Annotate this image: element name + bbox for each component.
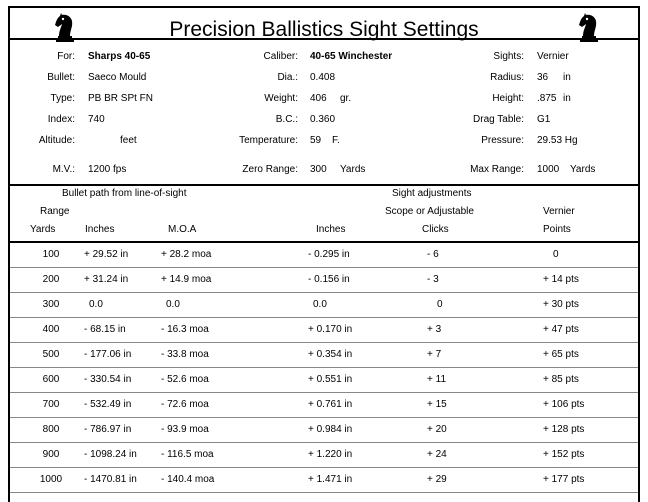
row-divider [10,492,638,493]
yards-cell: 1000 [39,474,63,485]
clicks-cell: - 3 [427,274,439,285]
drag-table-value: G1 [537,114,551,125]
table-row [10,468,638,493]
inches-cell: - 532.49 in [84,399,132,410]
sights-label: Sights: [493,51,524,62]
adj-cell: + 0.170 in [308,324,353,335]
moa-cell: - 33.8 moa [161,349,209,360]
scope-header: Scope or Adjustable [385,206,474,217]
moa-cell: + 28.2 moa [161,249,212,260]
table-row [10,318,638,343]
table-row [10,293,638,318]
altitude-value: feet [120,135,137,146]
clicks-cell: - 6 [427,249,439,260]
radius-label: Radius: [490,72,524,83]
moa-cell: - 116.5 moa [161,449,214,460]
report-frame [8,6,640,502]
yards-cell: 200 [42,274,60,285]
points-header: Points [543,224,571,235]
height-label: Height: [492,93,524,104]
moa-cell: - 140.4 moa [161,474,215,485]
altitude-label: Altitude: [38,135,75,146]
points-cell: 0 [553,249,559,260]
clicks-cell: + 29 [427,474,447,485]
dia-value: 0.408 [310,72,336,83]
yards-cell: 800 [42,424,60,435]
drag-table-label: Drag Table: [473,114,524,125]
moa-cell: - 93.9 moa [161,424,209,435]
moa-cell: + 14.9 moa [161,274,212,285]
table-row [10,268,638,293]
caliber-value: 40-65 Winchester [310,51,393,62]
index-label: Index: [47,114,75,125]
table-row [10,368,638,393]
moa-cell: 0.0 [166,299,180,310]
moa-header: M.O.A [168,224,197,235]
pressure-label: Pressure: [481,135,524,146]
points-cell: + 106 pts [543,399,585,410]
points-cell: + 85 pts [543,374,579,385]
moa-cell: - 72.6 moa [161,399,209,410]
clicks-cell: + 7 [427,349,442,360]
weight-label: Weight: [264,93,298,104]
clicks-cell: + 11 [427,374,446,385]
range-header: Range [40,206,70,217]
vernier-header: Vernier [543,206,575,217]
inches-cell: - 177.06 in [84,349,132,360]
yards-cell: 700 [42,399,60,410]
type-value: PB BR SPt FN [88,93,154,104]
points-cell: + 14 pts [543,274,579,285]
weight-value: 406 [310,93,327,104]
dia-label: Dia.: [277,72,298,83]
page-title: Precision Ballistics Sight Settings [169,18,479,41]
points-cell: + 47 pts [543,324,579,335]
adj-cell: - 0.156 in [308,274,350,285]
for-value: Sharps 40-65 [88,51,151,62]
pressure-value: 29.53 Hg [537,135,578,146]
yards-header: Yards [30,224,56,235]
height-unit: in [563,93,571,104]
sights-value: Vernier [537,51,569,62]
divider [10,184,638,186]
temperature-label: Temperature: [239,135,298,146]
yards-cell: 400 [42,324,60,335]
table-row [10,243,638,268]
for-label: For: [57,51,75,62]
temperature-value: 59 [310,135,322,146]
inches-cell: - 330.54 in [84,374,132,385]
adj-cell: + 0.551 in [308,374,353,385]
clicks-cell: + 15 [427,399,447,410]
table-row [10,343,638,368]
sight-adjustments-header: Sight adjustments [392,188,472,199]
table-row [10,393,638,418]
zero-range-label: Zero Range: [242,164,298,175]
max-range-label: Max Range: [470,164,524,175]
index-value: 740 [88,114,105,125]
adj-cell: - 0.295 in [308,249,350,260]
bc-value: 0.360 [310,114,336,125]
type-label: Type: [50,93,75,104]
zero-range-value: 300 [310,164,327,175]
clicks-header: Clicks [422,224,449,235]
divider [10,38,638,40]
max-range-unit: Yards [570,164,596,175]
bullet-value: Saeco Mould [88,72,147,83]
inches-cell: - 1098.24 in [84,449,137,460]
adj-cell: 0.0 [313,299,327,310]
points-cell: + 30 pts [543,299,579,310]
adj-cell: + 0.761 in [308,399,353,410]
inches-cell: - 68.15 in [84,324,126,335]
yards-cell: 500 [42,349,60,360]
moa-cell: - 52.6 moa [161,374,209,385]
height-value: .875 [537,93,557,104]
radius-unit: in [563,72,571,83]
bullet-label: Bullet: [47,72,75,83]
temperature-unit: F. [332,135,340,146]
mv-label: M.V.: [52,164,75,175]
clicks-cell: + 20 [427,424,447,435]
moa-cell: - 16.3 moa [161,324,209,335]
inches-cell: - 1470.81 in [84,474,137,485]
clicks-cell: + 3 [427,324,442,335]
table-row [10,418,638,443]
inches-cell: 0.0 [89,299,103,310]
radius-value: 36 [537,72,549,83]
inches-cell: + 31.24 in [84,274,129,285]
yards-cell: 300 [42,299,60,310]
points-cell: + 65 pts [543,349,579,360]
mv-value: 1200 fps [88,164,127,175]
adj-inches-header: Inches [316,224,346,235]
yards-cell: 900 [42,449,60,460]
table-row [10,443,638,468]
bullet-path-header: Bullet path from line-of-sight [62,188,187,199]
inches-header: Inches [85,224,115,235]
adj-cell: + 0.984 in [308,424,353,435]
clicks-cell: 0 [437,299,443,310]
points-cell: + 128 pts [543,424,585,435]
points-cell: + 152 pts [543,449,585,460]
adj-cell: + 0.354 in [308,349,353,360]
adj-cell: + 1.471 in [308,474,353,485]
inches-cell: + 29.52 in [84,249,129,260]
bc-label: B.C.: [275,114,298,125]
adj-cell: + 1.220 in [308,449,353,460]
weight-unit: gr. [340,93,352,104]
inches-cell: - 786.97 in [84,424,132,435]
max-range-value: 1000 [537,164,560,175]
caliber-label: Caliber: [263,51,298,62]
yards-cell: 600 [42,374,60,385]
zero-range-unit: Yards [340,164,366,175]
yards-cell: 100 [42,249,60,260]
clicks-cell: + 24 [427,449,447,460]
points-cell: + 177 pts [543,474,585,485]
